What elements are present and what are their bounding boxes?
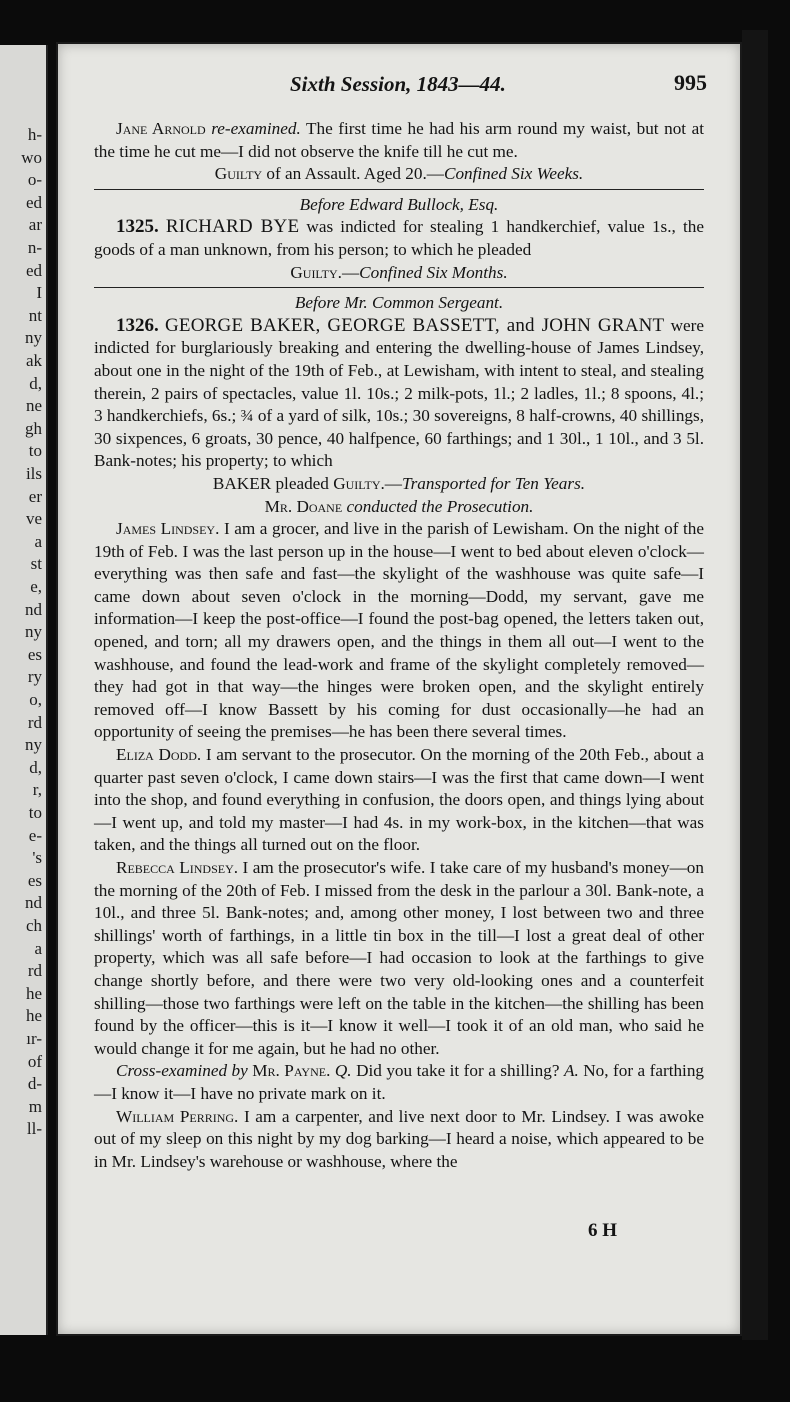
left-page-fragment: ch [25, 916, 42, 935]
left-page-fragment: n- [27, 238, 42, 257]
left-page-fragment: ak [25, 351, 42, 370]
left-page-fragment: ve [25, 509, 42, 529]
left-page-fragment: o- [27, 170, 42, 190]
left-page-fragment: er [28, 486, 42, 506]
cross-examination: Cross-examined by Mr. Payne. Q. Did you take it for a shilling? A. No, for a farthing—I know it—I have no private mark on it. [94, 1061, 705, 1103]
left-page-fragment: I [36, 283, 42, 303]
left-page-fragment: ne [25, 396, 42, 416]
left-page-fragment: o, [29, 690, 42, 709]
left-page-fragment: es [27, 644, 42, 664]
left-page-fragment: e, [30, 577, 42, 596]
left-page-fragment: wo [21, 147, 42, 167]
left-page-fragment: ils [25, 464, 42, 483]
left-page-fragment: r, [32, 780, 42, 800]
left-page-fragment: ny [25, 328, 42, 348]
left-page-fragment: rd [27, 961, 42, 981]
testimony-rebecca-lindsey: Rebecca Lindsey. I am the prosecutor's wife. I take care of my husband's money—on the morning of the 20th of Feb. I missed from the desk in the parlour a 30l. Bank-note, a 10l., and three 5l. Bank-notes; and, among other money, I lost between two and three shillings' worth of farthings, in a little tin box in the till—I lost a great deal of other property, which was all safe before—I had occasion to look at the farthings to give change shortly before, and there were two very old-looking ones and a counterfeit shilling—those two farthings were left on the table in the kitchen—the shilling has been found by the officer—this is it—I know it well—I took it of an old man, who said he would change it for me again, but he had no other. [94, 858, 704, 1058]
left-page-fragment: ny [25, 622, 42, 642]
witness-name: Jane Arnold [116, 119, 206, 138]
left-page-fragment: ar [28, 215, 42, 235]
left-page-fragment: nd [25, 893, 42, 913]
page-body [94, 118, 704, 1173]
case-1326: 1326. GEORGE BAKER, GEORGE BASSETT, and JOHN GRANT were indicted for burglariously breaking and entering the dwelling-house of James Lindsey, about one in the night of the 19th of Feb., at Lewisham, with intent to steal, and stealing therein, 2 pairs of spectacles, value 1l. 10s.; 2 milk-pots, 1l.; 2 ladles, 1l.; 8 spoons, 4l.; 3 handkerchiefs, 6s.; ¾ of a yard of silk, 10s.; 30 sovereigns, 8 half-crowns, 40 shillings, 30 sixpences, 6 groats, 30 pence, 40 halfpence, 60 farthings; and 1 30l., 1 10l., and 3 5l. Bank-notes; his property; to which [94, 314, 704, 471]
left-page-fragment: rd [27, 712, 42, 732]
left-page-fragment: st [30, 554, 42, 574]
left-page-fragment: a [34, 938, 42, 958]
prev-testimony [94, 118, 704, 163]
left-page-fragment: ed [25, 260, 42, 280]
left-page-fragment: nt [28, 305, 42, 325]
left-page-fragment: d, [29, 373, 42, 393]
testimony-dodd: Eliza Dodd. I am servant to the prosecutor. On the morning of the 20th Feb., about a quarter past seven o'clock, I came down stairs—I was the first that came down—I went into the shop, and found everything in confusion, the doors open, and things lying about—I went up, and told my master—I had 4s. in my work-box, in the kitchen—that was taken, and the things all turned out on the floor. [94, 745, 704, 855]
document-page [56, 42, 742, 1336]
book-spine [742, 30, 768, 1340]
left-page-fragment: es [27, 870, 42, 890]
left-page-fragment: he [25, 1006, 42, 1026]
left-page-fragment: h- [27, 125, 42, 144]
left-page-fragment: to [28, 441, 42, 461]
left-page-fragment: ny [25, 735, 42, 755]
left-page-fragment: nd [25, 599, 42, 619]
before-judge-2: Before Mr. Common Sergeant. [294, 293, 504, 313]
testimony-perring: William Perring. I am a carpenter, and live next door to Mr. Lindsey. I was awoke out of my sleep on this night by my dog barking—I heard a noise, which appeared to be in Mr. Lindsey's warehouse or washhouse, where the [94, 1106, 704, 1171]
left-page-fragment: he [25, 983, 42, 1003]
left-page-fragment: a [34, 531, 42, 551]
before-judge-1: Before Edward Bullock, Esq. [299, 194, 499, 214]
case-1325: 1325. RICHARD BYE was indicted for stealing 1 handkerchief, value 1s., the goods of a man unknown, from his person; to which he pleaded [94, 216, 704, 259]
divider [94, 287, 704, 288]
page-header: Sixth Session, 1843—44. [290, 72, 506, 96]
left-page-fragment: ed [25, 192, 42, 212]
witness-note: re-examined. [211, 119, 301, 138]
left-page-fragment: of [27, 1051, 42, 1071]
signature-mark: 6 H [588, 1220, 618, 1241]
left-page-fragment: gh [25, 418, 42, 438]
testimony-lindsey: James Lindsey. I am a grocer, and live in the parish of Lewisham. On the night of the 19th of Feb. I was the last person up in the house—I went to bed about eleven o'clock—everything was then safe and fast—the skylight of the washhouse was quite safe—I came down about seven o'clock in the morning—Dodd, my servant, gave me information—I keep the post-office—I found the post-bag opened, the letters taken out, opened, and torn; all my drawers open, and the things in them all out—I went to the washhouse, and found the lead-work and frame of the skylight completely removed—they had got in that way—the hinges were broken open, and the skylight entirely removed off—I know Bassett by his coming for dust occasionally—he had an opportunity of seeing the premises—he has been there several times. [94, 519, 705, 742]
left-page-fragment: e- [28, 825, 42, 845]
left-page-fragment: ry [27, 667, 42, 687]
divider [94, 189, 704, 190]
page-number: 995 [674, 70, 707, 95]
prev-verdict: Guilty of an Assault. Aged 20.—Confined Six Weeks. [214, 164, 584, 184]
left-page-fragment: d- [27, 1074, 42, 1094]
case-1325-verdict: Guilty.—Confined Six Months. [290, 262, 508, 282]
left-page-edge [0, 45, 48, 1335]
prosecution-counsel: Mr. Doane conducted the Prosecution. [264, 496, 534, 516]
left-page-fragment: d, [29, 757, 42, 777]
baker-plea: BAKER pleaded Guilty.—Transported for Ten Years. [212, 473, 586, 493]
testimony-text: The first time he had his arm round my waist, but not at the time he cut me—I did not observe the knife till he cut me. [94, 119, 704, 161]
left-page-fragment: ll- [26, 1119, 42, 1139]
left-page-fragment: ır- [26, 1029, 42, 1048]
left-page-fragment: 's [32, 848, 42, 868]
left-page-fragment: to [28, 803, 42, 822]
left-page-fragment: m [28, 1096, 42, 1116]
